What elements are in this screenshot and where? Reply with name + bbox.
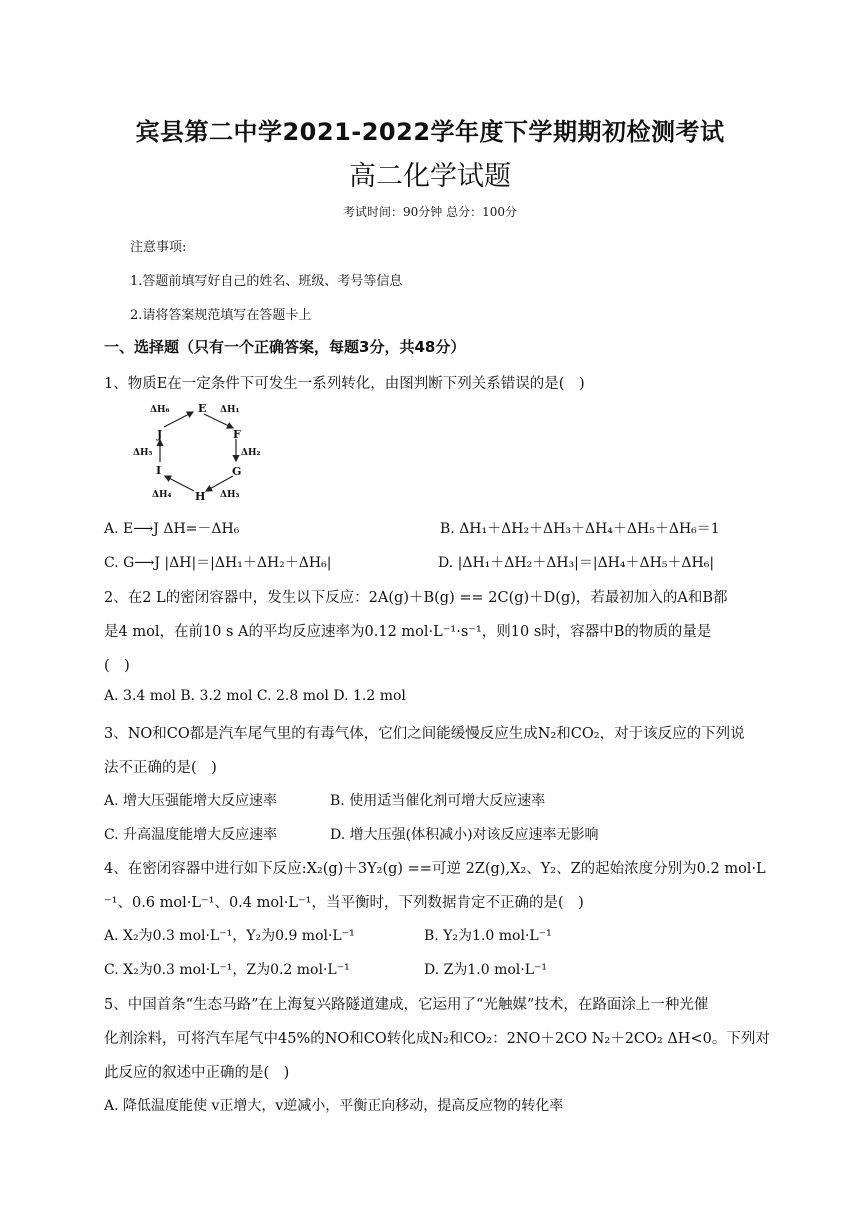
q3-line-1: 3、NO和CO都是汽车尾气里的有毒气体，它们之间能缓慢反应生成N₂和CO₂，对于该反应的下列说 xyxy=(104,726,745,742)
hexagon-reaction-diagram xyxy=(130,398,270,504)
exam-info: 考试时间：90分钟 总分：100分 xyxy=(343,205,517,219)
node-j: J xyxy=(157,428,163,441)
q4-line-2: ⁻¹、0.6 mol·L⁻¹、0.4 mol·L⁻¹，当平衡时，下列数据肯定不正确的是( ) xyxy=(104,895,584,911)
q3-option-a: A. 增大压强能增大反应速率 xyxy=(104,793,278,809)
label-dh4: ΔH₄ xyxy=(152,490,172,500)
q4-option-a: A. X₂为0.3 mol·L⁻¹，Y₂为0.9 mol·L⁻¹ xyxy=(104,928,355,944)
q1-option-a: A. E⟶J ΔH=－ΔH₆ xyxy=(104,521,240,537)
section-heading: 一、选择题（只有一个正确答案，每题3分，共48分） xyxy=(104,338,466,356)
label-dh3: ΔH₃ xyxy=(220,490,240,500)
node-h: H xyxy=(195,490,206,503)
q5-option-a: A. 降低温度能使 v正增大，v逆减小，平衡正向移动，提高反应物的转化率 xyxy=(104,1098,564,1114)
q4-option-c: C. X₂为0.3 mol·L⁻¹，Z为0.2 mol·L⁻¹ xyxy=(104,962,350,978)
q3-option-c: C. 升高温度能增大反应速率 xyxy=(104,827,278,843)
q5-line-2: 化剂涂料，可将汽车尾气中45%的NO和CO转化成N₂和CO₂：2NO＋2CO N₂＋2CO₂ ΔH<0。下列对 xyxy=(104,1031,770,1047)
label-dh6: ΔH₆ xyxy=(150,405,170,415)
node-e: E xyxy=(198,402,207,415)
node-f: F xyxy=(233,428,241,441)
label-dh5: ΔH₅ xyxy=(133,448,153,458)
q5-line-3: 此反应的叙述中正确的是( ) xyxy=(104,1065,290,1081)
notes-heading: 注意事项: xyxy=(130,240,187,255)
q2-line-2: 是4 mol，在前10 s A的平均反应速率为0.12 mol·L⁻¹·s⁻¹，则10 s时，容器中B的物质的量是 xyxy=(104,624,712,640)
q1-option-c: C. G⟶J |ΔH|＝|ΔH₁＋ΔH₂＋ΔH₆| xyxy=(104,555,332,571)
q2-line-3: ( ) xyxy=(104,658,130,674)
q4-option-b: B. Y₂为1.0 mol·L⁻¹ xyxy=(424,928,552,944)
q4-option-d: D. Z为1.0 mol·L⁻¹ xyxy=(424,962,547,978)
q2-options: A. 3.4 mol B. 3.2 mol C. 2.8 mol D. 1.2 mol xyxy=(104,688,406,704)
q4-line-1: 4、在密闭容器中进行如下反应:X₂(g)＋3Y₂(g) ==可逆 2Z(g),X₂、Y₂、Z的起始浓度分别为0.2 mol·L xyxy=(104,861,766,877)
q3-option-d: D. 增大压强(体积减小)对该反应速率无影响 xyxy=(330,827,599,843)
q3-option-b: B. 使用适当催化剂可增大反应速率 xyxy=(330,793,546,809)
q1-option-d: D. |ΔH₁＋ΔH₂＋ΔH₃|＝|ΔH₄＋ΔH₅＋ΔH₆| xyxy=(438,555,715,571)
q5-line-1: 5、中国首条“生态马路”在上海复兴路隧道建成，它运用了“光触媒”技术，在路面涂上一种光催 xyxy=(104,997,709,1013)
label-dh1: ΔH₁ xyxy=(220,405,240,415)
q1-stem: 1、物质E在一定条件下可发生一系列转化，由图判断下列关系错误的是( ) xyxy=(104,376,585,392)
exam-subtitle: 高二化学试题 xyxy=(349,161,511,192)
q3-line-2: 法不正确的是( ) xyxy=(104,760,217,776)
note-item-2: 2.请将答案规范填写在答题卡上 xyxy=(130,308,312,323)
exam-title: 宾县第二中学2021-2022学年度下学期期初检测考试 xyxy=(135,118,725,146)
q2-line-1: 2、在2 L的密闭容器中，发生以下反应：2A(g)＋B(g) == 2C(g)＋D(g)，若最初加入的A和B都 xyxy=(104,590,728,606)
label-dh2: ΔH₂ xyxy=(241,448,261,458)
node-i: I xyxy=(156,464,162,477)
q1-option-b: B. ΔH₁＋ΔH₂＋ΔH₃＋ΔH₄＋ΔH₅＋ΔH₆＝1 xyxy=(440,521,720,537)
note-item-1: 1.答题前填写好自己的姓名、班级、考号等信息 xyxy=(130,274,403,289)
node-g: G xyxy=(232,465,242,478)
